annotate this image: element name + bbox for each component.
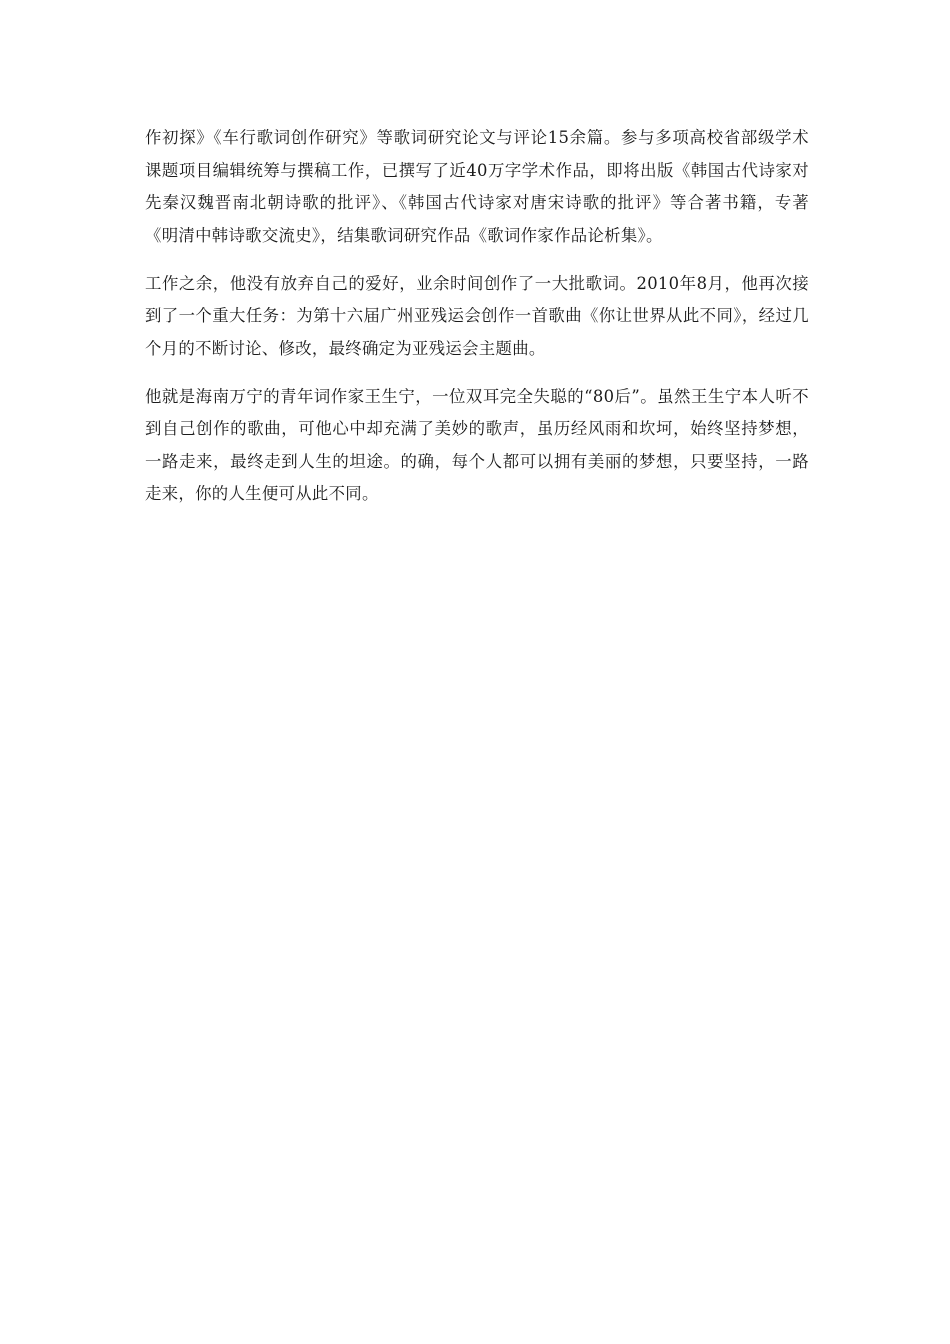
- paragraph-2: 工作之余，他没有放弃自己的爱好，业余时间创作了一大批歌词。2010年8月，他再次接到了一个重大任务：为第十六届广州亚残运会创作一首歌曲《你让世界从此不同》，经过几个月的不断讨论、修改，最终确定为亚残运会主题曲。: [145, 273, 809, 358]
- paragraph-3: 他就是海南万宁的青年词作家王生宁，一位双耳完全失聪的“80后”。虽然王生宁本人听不到自己创作的歌曲，可他心中却充满了美妙的歌声，虽历经风雨和坎坷，始终坚持梦想，一路走来，最终走到人生的坦途。的确，每个人都可以拥有美丽的梦想，只要坚持，一路走来，你的人生便可从此不同。: [145, 386, 809, 503]
- document-body: [145, 122, 809, 526]
- paragraph-1: 作初探》《车行歌词创作研究》等歌词研究论文与评论15余篇。参与多项高校省部级学术课题项目编辑统筹与撰稿工作，已撰写了近40万字学术作品，即将出版《韩国古代诗家对先秦汉魏晋南北朝诗歌的批评》、《韩国古代诗家对唐宋诗歌的批评》等合著书籍，专著《明清中韩诗歌交流史》，结集歌词研究作品《歌词作家作品论析集》。: [145, 128, 809, 245]
